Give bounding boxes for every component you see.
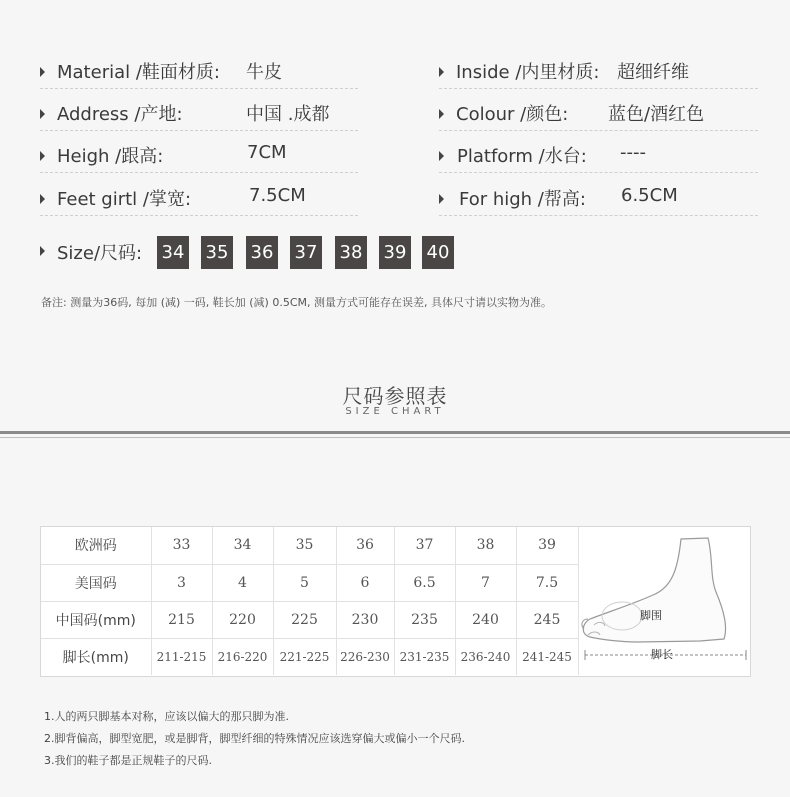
spec-value: 蓝色/酒红色	[608, 104, 705, 125]
spec-key: Heigh /跟高:	[57, 146, 164, 167]
spec-inside	[439, 58, 758, 89]
size-chart-table	[40, 526, 751, 677]
spec-key: Address /产地:	[57, 104, 183, 125]
table-cell: 3	[151, 564, 212, 601]
size-table	[41, 527, 579, 675]
table-cell: 33	[151, 527, 212, 564]
spec-platform	[439, 142, 758, 173]
spec-address	[40, 100, 358, 131]
table-cell: 231-235	[394, 638, 455, 675]
measurement-note: 备注: 测量为36码, 每加 (减) 一码, 鞋长加 (减) 0.5CM, 测量方式可能存在误差, 具体尺寸请以实物为准。	[41, 296, 552, 309]
table-cell: 216-220	[212, 638, 273, 675]
bullet-arrow-icon	[40, 246, 45, 256]
spec-value: 6.5CM	[621, 185, 678, 206]
table-cell: 230	[336, 601, 394, 638]
size-option-38[interactable]: 38	[335, 236, 367, 269]
table-cell: 6	[336, 564, 394, 601]
bullet-arrow-icon	[40, 151, 45, 161]
foot-length-label: 脚长	[651, 648, 673, 661]
table-row	[41, 527, 578, 564]
tip-item: 1.人的两只脚基本对称，应该以偏大的那只脚为准.	[44, 710, 289, 723]
table-cell: 4	[212, 564, 273, 601]
row-header: 脚长(mm)	[41, 638, 151, 675]
size-chart-subtitle: SIZE CHART	[345, 406, 445, 417]
tip-item: 3.我们的鞋子都是正规鞋子的尺码.	[44, 754, 212, 767]
size-chart-title: 尺码参照表	[342, 384, 448, 408]
spec-value: ----	[620, 142, 646, 163]
size-option-35[interactable]: 35	[201, 236, 233, 269]
table-cell: 6.5	[394, 564, 455, 601]
spec-value: 超细纤维	[617, 62, 689, 83]
spec-key: Platform /水台:	[457, 146, 587, 167]
size-tips	[44, 706, 465, 772]
table-cell: 215	[151, 601, 212, 638]
spec-colour	[439, 100, 758, 131]
spec-feet-girth	[40, 185, 358, 216]
bullet-arrow-icon	[40, 109, 45, 119]
spec-key: Inside /内里材质:	[456, 62, 600, 83]
table-cell: 39	[516, 527, 578, 564]
size-option-40[interactable]: 40	[422, 236, 454, 269]
spec-value: 牛皮	[246, 62, 282, 83]
spec-key: For high /帮高:	[459, 189, 586, 210]
table-cell: 7.5	[516, 564, 578, 601]
bullet-arrow-icon	[439, 151, 444, 161]
table-cell: 35	[273, 527, 336, 564]
bullet-arrow-icon	[439, 67, 444, 77]
bullet-arrow-icon	[40, 67, 45, 77]
foot-diagram-icon	[578, 527, 750, 676]
table-cell: 235	[394, 601, 455, 638]
table-cell: 240	[455, 601, 516, 638]
table-cell: 236-240	[455, 638, 516, 675]
table-cell: 211-215	[151, 638, 212, 675]
size-option-34[interactable]: 34	[157, 236, 189, 269]
row-header: 中国码(mm)	[41, 601, 151, 638]
spec-material	[40, 58, 358, 89]
table-cell: 220	[212, 601, 273, 638]
spec-value: 中国 .成都	[246, 104, 330, 125]
table-cell: 7	[455, 564, 516, 601]
size-label: Size/尺码:	[57, 243, 143, 264]
table-row	[41, 601, 578, 638]
table-row	[41, 564, 578, 601]
spec-value: 7.5CM	[249, 185, 306, 206]
table-cell: 225	[273, 601, 336, 638]
section-divider	[0, 431, 790, 434]
table-cell: 36	[336, 527, 394, 564]
spec-value: 7CM	[247, 142, 287, 163]
bullet-arrow-icon	[439, 194, 444, 204]
spec-key: Feet girtl /掌宽:	[57, 189, 192, 210]
table-cell: 221-225	[273, 638, 336, 675]
table-cell: 226-230	[336, 638, 394, 675]
table-cell: 245	[516, 601, 578, 638]
size-option-39[interactable]: 39	[379, 236, 411, 269]
row-header: 欧洲码	[41, 527, 151, 564]
section-divider-thin	[0, 437, 790, 438]
tip-item: 2.脚背偏高，脚型宽肥，或是脚背，脚型纤细的特殊情况应该选穿偏大或偏小一个尺码.	[44, 732, 465, 745]
table-cell: 37	[394, 527, 455, 564]
spec-heel-height	[40, 142, 358, 173]
spec-for-high	[439, 185, 758, 216]
table-cell: 5	[273, 564, 336, 601]
table-cell: 34	[212, 527, 273, 564]
size-option-37[interactable]: 37	[290, 236, 322, 269]
spec-key: Material /鞋面材质:	[57, 62, 220, 83]
foot-girth-label: 脚围	[640, 609, 662, 622]
spec-key: Colour /颜色:	[456, 104, 569, 125]
table-row	[41, 638, 578, 675]
size-option-36[interactable]: 36	[246, 236, 278, 269]
bullet-arrow-icon	[40, 194, 45, 204]
table-cell: 241-245	[516, 638, 578, 675]
table-cell: 38	[455, 527, 516, 564]
row-header: 美国码	[41, 564, 151, 601]
bullet-arrow-icon	[439, 109, 444, 119]
